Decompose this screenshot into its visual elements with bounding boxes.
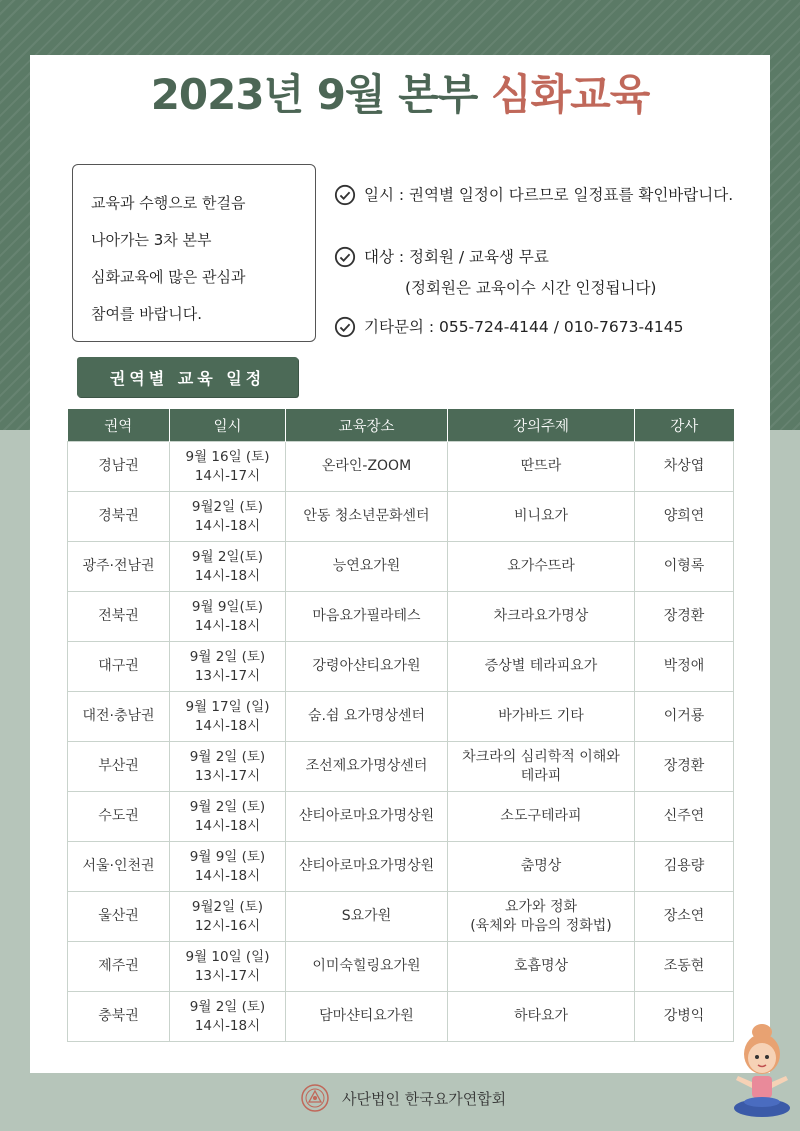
cell-instructor: 이형록 (635, 542, 734, 592)
cell-topic-line: (육체와 마음의 정화법) (470, 917, 612, 934)
yoga-girl-illustration (730, 1020, 794, 1120)
cell-date-time: 12시-16시 (194, 917, 261, 934)
table-row (68, 742, 734, 792)
cell-date (170, 842, 286, 892)
cell-date-day: 9월 16일 (토) (185, 448, 270, 465)
cell-date-time: 14시-18시 (194, 817, 261, 834)
table-row (68, 892, 734, 942)
check-circle-icon (334, 246, 356, 268)
cell-date (170, 792, 286, 842)
cell-instructor: 장경환 (635, 742, 734, 792)
cell-date-time: 14시-18시 (194, 1017, 261, 1034)
intro-line: 나아가는 3차 본부 (91, 231, 212, 249)
cell-place: 마음요가필라테스 (286, 592, 448, 642)
cell-topic-line: 요가수뜨라 (507, 558, 575, 574)
header-region: 권역 (68, 409, 170, 442)
table-row (68, 942, 734, 992)
table-row (68, 692, 734, 742)
cell-topic-line: 춤명상 (520, 858, 562, 874)
check-circle-icon (334, 184, 356, 206)
cell-topic (448, 442, 635, 492)
cell-date (170, 692, 286, 742)
cell-region: 울산권 (68, 892, 170, 942)
cell-topic (448, 992, 635, 1042)
cell-date (170, 642, 286, 692)
cell-topic-line: 비니요가 (513, 508, 569, 524)
cell-instructor: 강병익 (635, 992, 734, 1042)
cell-topic-line: 요가와 정화 (504, 898, 578, 915)
cell-region: 경남권 (68, 442, 170, 492)
title-main: 2023년 9월 본부 (150, 70, 478, 119)
association-seal-icon (300, 1083, 330, 1113)
intro-box (72, 164, 316, 342)
cell-place: 능연요가원 (286, 542, 448, 592)
info-contact (334, 316, 684, 338)
cell-date (170, 892, 286, 942)
cell-instructor: 박정애 (635, 642, 734, 692)
cell-place: 조선제요가명상센터 (286, 742, 448, 792)
cell-instructor: 김용량 (635, 842, 734, 892)
table-row (68, 442, 734, 492)
info-target-text: 대상 : 정회원 / 교육생 무료 (364, 248, 549, 266)
table-row (68, 992, 734, 1042)
cell-place: 담마샨티요가원 (286, 992, 448, 1042)
cell-topic (448, 492, 635, 542)
cell-instructor: 장소연 (635, 892, 734, 942)
header-place: 교육장소 (286, 409, 448, 442)
cell-topic-line: 차크라요가명상 (493, 608, 589, 624)
cell-topic-line: 딴뜨라 (520, 458, 562, 474)
cell-date-time: 13시-17시 (194, 667, 261, 684)
cell-topic-line: 차크라의 심리학적 이해와 (462, 748, 620, 765)
table-row (68, 492, 734, 542)
cell-place: 이미숙힐링요가원 (286, 942, 448, 992)
cell-date-time: 14시-18시 (194, 517, 261, 534)
cell-topic-line: 바가바드 기타 (498, 708, 584, 724)
cell-instructor: 신주연 (635, 792, 734, 842)
cell-place: 온라인-ZOOM (286, 442, 448, 492)
info-target (334, 246, 549, 268)
cell-instructor: 조동현 (635, 942, 734, 992)
header-topic: 강의주제 (448, 409, 635, 442)
cell-region: 경북권 (68, 492, 170, 542)
cell-place: S요가원 (286, 892, 448, 942)
cell-instructor: 장경환 (635, 592, 734, 642)
cell-date-time: 14시-18시 (194, 617, 261, 634)
info-schedule (334, 184, 733, 206)
section-title: 권역별 교육 일정 (77, 357, 298, 397)
cell-date-time: 13시-17시 (194, 767, 261, 784)
cell-date-day: 9월 9일(토) (191, 598, 264, 615)
cell-region: 수도권 (68, 792, 170, 842)
cell-date-time: 14시-18시 (194, 867, 261, 884)
cell-region: 서울·인천권 (68, 842, 170, 892)
cell-region: 대구권 (68, 642, 170, 692)
cell-date-day: 9월 10일 (일) (185, 948, 270, 965)
cell-date-time: 14시-18시 (194, 717, 261, 734)
cell-topic-line: 테라피 (520, 767, 562, 784)
cell-date (170, 992, 286, 1042)
page-title (0, 62, 800, 122)
cell-region: 충북권 (68, 992, 170, 1042)
table-row (68, 842, 734, 892)
cell-place: 안동 청소년문화센터 (286, 492, 448, 542)
cell-date-day: 9월 17일 (일) (185, 698, 270, 715)
cell-topic (448, 842, 635, 892)
cell-date-time: 14시-17시 (194, 467, 261, 484)
cell-date-day: 9월2일 (토) (191, 498, 264, 515)
intro-line: 심화교육에 많은 관심과 (91, 268, 246, 286)
intro-line: 교육과 수행으로 한걸음 (91, 194, 246, 212)
info-target-note: (정회원은 교육이수 시간 인정됩니다) (405, 279, 657, 297)
cell-topic (448, 792, 635, 842)
cell-place: 샨티아로마요가명상원 (286, 842, 448, 892)
cell-topic (448, 542, 635, 592)
check-circle-icon (334, 316, 356, 338)
cell-date-day: 9월 2일 (토) (189, 648, 266, 665)
cell-topic (448, 692, 635, 742)
cell-date (170, 492, 286, 542)
table-row (68, 592, 734, 642)
cell-topic-line: 소도구테라피 (500, 808, 582, 824)
cell-date-time: 14시-18시 (194, 567, 261, 584)
cell-place: 샨티아로마요가명상원 (286, 792, 448, 842)
intro-line: 참여를 바랍니다. (91, 305, 202, 323)
title-accent: 심화교육 (490, 70, 650, 119)
cell-date-day: 9월 2일 (토) (189, 798, 266, 815)
cell-topic (448, 642, 635, 692)
cell-date (170, 542, 286, 592)
cell-topic-line: 하타요가 (513, 1008, 569, 1024)
cell-region: 대전·충남권 (68, 692, 170, 742)
cell-topic (448, 942, 635, 992)
cell-date-day: 9월 2일 (토) (189, 998, 266, 1015)
cell-instructor: 이거룡 (635, 692, 734, 742)
cell-topic (448, 892, 635, 942)
cell-date-time: 13시-17시 (194, 967, 261, 984)
cell-date-day: 9월2일 (토) (191, 898, 264, 915)
cell-date (170, 592, 286, 642)
cell-region: 광주·전남권 (68, 542, 170, 592)
cell-date (170, 942, 286, 992)
cell-date-day: 9월 9일 (토) (189, 848, 266, 865)
schedule-table (67, 409, 734, 1042)
footer (300, 1083, 506, 1113)
table-row (68, 792, 734, 842)
org-name: 사단법인 한국요가연합회 (342, 1089, 507, 1108)
cell-instructor: 차상엽 (635, 442, 734, 492)
info-contact-text: 기타문의 : 055-724-4144 / 010-7673-4145 (364, 318, 684, 336)
header-date: 일시 (170, 409, 286, 442)
cell-topic-line: 호흡명상 (513, 958, 569, 974)
cell-topic-line: 증상별 테라피요가 (484, 658, 598, 674)
cell-date-day: 9월 2일(토) (191, 548, 264, 565)
cell-instructor: 양희연 (635, 492, 734, 542)
cell-topic (448, 742, 635, 792)
cell-region: 부산권 (68, 742, 170, 792)
cell-place: 강령아샨티요가원 (286, 642, 448, 692)
cell-region: 전북권 (68, 592, 170, 642)
cell-date (170, 442, 286, 492)
cell-date (170, 742, 286, 792)
cell-topic (448, 592, 635, 642)
header-instructor: 강사 (635, 409, 734, 442)
table-row (68, 642, 734, 692)
cell-place: 숨.쉼 요가명상센터 (286, 692, 448, 742)
info-schedule-text: 일시 : 권역별 일정이 다르므로 일정표를 확인바랍니다. (364, 186, 734, 204)
table-row (68, 542, 734, 592)
cell-date-day: 9월 2일 (토) (189, 748, 266, 765)
cell-region: 제주권 (68, 942, 170, 992)
table-header-row (68, 409, 734, 442)
